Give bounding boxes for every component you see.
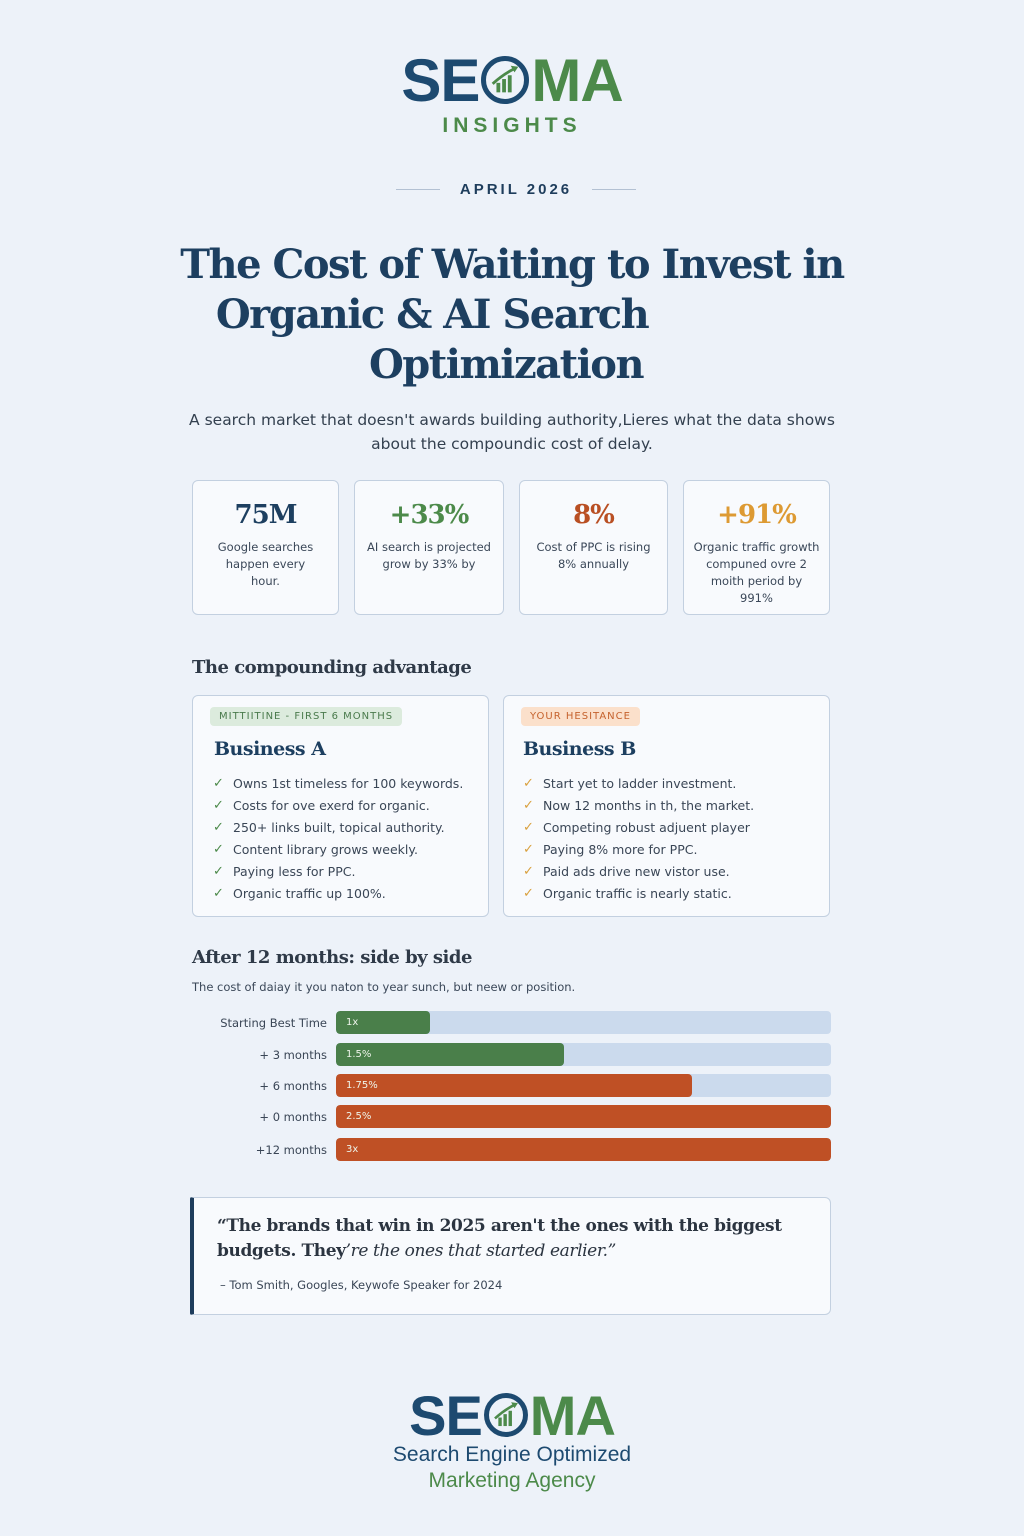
bar-row: [192, 1074, 832, 1098]
stat-description: Organic traffic growth compuned ovre 2 moith period by 991%: [693, 540, 820, 605]
stat-description: Google searches happen every hour.: [217, 540, 314, 588]
list-item: ✓ Start yet to ladder investment.: [523, 775, 737, 791]
growth-chart-o-icon: [484, 1393, 528, 1437]
business-b-title: Business B: [523, 738, 636, 760]
business-a-title: Business A: [214, 738, 326, 760]
check-icon: ✓: [523, 841, 534, 857]
stat-card: [519, 480, 668, 615]
stat-description: Cost of PPC is rising 8% annually: [536, 540, 651, 571]
growth-chart-o-icon: [481, 56, 529, 104]
check-icon: ✓: [213, 775, 224, 791]
bar-label: Starting Best Time: [220, 1016, 327, 1030]
agency-name-line1: Search Engine Optimized: [392, 1443, 632, 1466]
stat-description: AI search is projected grow by 33% by: [367, 540, 491, 571]
issue-date-line: [396, 178, 636, 200]
bar-value: 1.5%: [346, 1049, 372, 1060]
list-item: ✓ Paid ads drive new vistor use.: [523, 863, 730, 879]
comparison-subheading: The cost of daiay it you naton to year sunch, but neew or position.: [192, 980, 576, 994]
page-subtitle: A search market that doesn't awards building authority,Lieres what the data shows about the compoundic cost of delay.: [189, 411, 835, 453]
logo-text-ma: MA: [529, 1383, 615, 1447]
business-b-list: [523, 772, 754, 904]
check-icon: ✓: [523, 775, 534, 791]
bar-value: 2.5%: [346, 1111, 372, 1122]
stat-value: +91%: [717, 500, 796, 530]
logo-subtitle: INSIGHTS: [442, 114, 582, 137]
bar-value: 3x: [346, 1144, 359, 1155]
bar-track: [336, 1105, 831, 1128]
list-item: ✓ Owns 1st timeless for 100 keywords.: [213, 775, 464, 791]
business-b-badge: YOUR HESITANCE: [521, 707, 640, 726]
quote-attribution: – Tom Smith, Googles, Keywofe Speaker for 2024: [220, 1278, 503, 1292]
business-a-card: [192, 695, 489, 917]
list-item: ✓ Content library grows weekly.: [213, 841, 418, 857]
check-icon: ✓: [523, 885, 534, 901]
bar-row: [192, 1138, 832, 1162]
stat-card: [192, 480, 339, 615]
list-item: ✓ Paying less for PPC.: [213, 863, 356, 879]
list-item: ✓ Organic traffic up 100%.: [213, 885, 386, 901]
business-a-list: [213, 772, 463, 904]
check-icon: ✓: [523, 863, 534, 879]
section-heading-compounding: The compounding advantage: [192, 657, 472, 678]
business-a-badge: MITTIITINE - FIRST 6 MONTHS: [210, 707, 402, 726]
bar-value: 1.75%: [346, 1080, 378, 1091]
list-item: ✓ Organic traffic is nearly static.: [523, 885, 732, 901]
stat-value: 75M: [234, 500, 297, 530]
check-icon: ✓: [213, 797, 224, 813]
page-title: The Cost of Waiting to Invest in Organic & AI Search Optimization: [180, 241, 844, 388]
testimonial-quote: [190, 1197, 831, 1315]
bar-row: [192, 1011, 832, 1035]
bar-label: + 0 months: [259, 1110, 327, 1124]
check-icon: ✓: [213, 885, 224, 901]
bar-label: +12 months: [255, 1143, 327, 1157]
divider: [396, 189, 440, 190]
footer-logo: [0, 1383, 1024, 1447]
logo-text-se: SE: [401, 46, 480, 114]
check-icon: ✓: [523, 819, 534, 835]
stat-value: 8%: [573, 500, 614, 530]
issue-date: APRIL 2026: [459, 180, 573, 198]
bar-row: [192, 1043, 832, 1067]
list-item: ✓ Costs for ove exerd for organic.: [213, 797, 430, 813]
list-item: ✓ 250+ links built, topical authority.: [213, 819, 445, 835]
bar-row: [192, 1105, 832, 1129]
stat-card: [683, 480, 830, 615]
business-b-card: [503, 695, 830, 917]
list-item: ✓ Paying 8% more for PPC.: [523, 841, 698, 857]
section-heading-comparison: After 12 months: side by side: [192, 947, 472, 968]
bar-track: [336, 1074, 831, 1097]
check-icon: ✓: [213, 863, 224, 879]
bar-fill: [336, 1105, 831, 1128]
logo-text-se: SE: [409, 1383, 482, 1447]
bar-fill: [336, 1138, 831, 1161]
bar-track: [336, 1138, 831, 1161]
logo-text-ma: MA: [531, 46, 623, 114]
bar-label: + 3 months: [259, 1048, 327, 1062]
stat-value: +33%: [389, 500, 469, 530]
list-item: ✓ Now 12 months in th, the market.: [523, 797, 755, 813]
check-icon: ✓: [213, 841, 224, 857]
bar-track: [336, 1011, 831, 1034]
bar-label: + 6 months: [259, 1079, 327, 1093]
header-logo: [0, 46, 1024, 114]
agency-name-line2: Marketing Agency: [428, 1469, 596, 1492]
check-icon: ✓: [213, 819, 224, 835]
bar-fill: [336, 1074, 692, 1097]
list-item: ✓ Competing robust adjuent player: [523, 819, 750, 835]
quote-text: “The brands that win in 2025 aren't the ones with the biggest budgets. They’re the ones that started earlier.”: [217, 1216, 782, 1261]
bar-track: [336, 1043, 831, 1066]
check-icon: ✓: [523, 797, 534, 813]
bar-value: 1x: [346, 1017, 359, 1028]
stat-card: [354, 480, 504, 615]
divider: [592, 189, 636, 190]
